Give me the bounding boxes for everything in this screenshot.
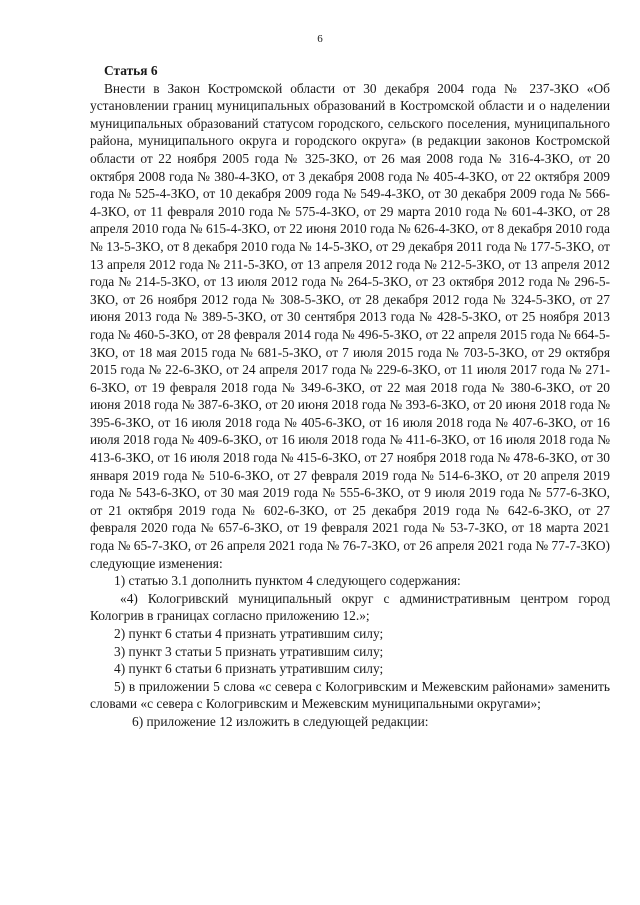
list-item: 1) статью 3.1 дополнить пунктом 4 следующего содержания: xyxy=(114,573,461,589)
intro-paragraph: Внести в Закон Костромской области от 30 декабря 2004 года № 237-ЗКО «Об установлении границ муниципальных образований в Костромской области и о наделении муниципальных образований статусом городского, сельского поселения, муниципального района, муниципального округа и городского округа» (в редакции законов Костромской области от 22 ноября 2005 года № 325-ЗКО, от 26 мая 2008 года № 316-4-ЗКО, от 20 октября 2008 года № 380-4-ЗКО, от 3 декабря 2008 года № 405-4-ЗКО, от 22 октября 2009 года № 525-4-ЗКО, от 10 декабря 2009 года № 549-4-ЗКО, от 30 декабря 2009 года № 566-4-ЗКО, от 11 февраля 2010 года № 575-4-ЗКО, от 29 марта 2010 года № 601-4-ЗКО, от 28 апреля 2010 года № 615-4-ЗКО, от 22 июня 2010 года № 626-4-ЗКО, от 8 декабря 2010 года № 13-5-ЗКО, от 8 декабря 2010 года № 14-5-ЗКО, от 29 декабря 2011 года № 177-5-ЗКО, от 13 апреля 2012 года № 211-5-ЗКО, от 13 апреля 2012 года № 212-5-ЗКО, от 13 апреля 2012 года № 214-5-ЗКО, от 13 июля 2012 года № 264-5-ЗКО, от 23 октября 2012 года № 296-5-ЗКО, от 26 ноября 2012 года № 308-5-ЗКО, от 28 декабря 2012 года № 324-5-ЗКО, от 27 июня 2013 года № 389-5-ЗКО, от 30 сентября 2013 года № 428-5-ЗКО, от 25 ноября 2013 года № 460-5-ЗКО, от 28 февраля 2014 года № 496-5-ЗКО, от 22 апреля 2015 года № 664-5-ЗКО, от 18 мая 2015 года № 681-5-ЗКО, от 7 июля 2015 года № 703-5-ЗКО, от 29 октября 2015 года № 22-6-ЗКО, от 24 апреля 2017 года № 229-6-ЗКО, от 11 июля 2017 года № 271-6-ЗКО, от 19 февраля 2018 года № 349-6-ЗКО, от 22 мая 2018 года № 380-6-ЗКО, от 20 июня 2018 года № 387-6-ЗКО, от 20 июня 2018 года № 393-6-ЗКО, от 20 июня 2018 года № 395-6-ЗКО, от 16 июля 2018 года № 405-6-ЗКО, от 16 июля 2018 года № 407-6-ЗКО, от 16 июля 2018 года № 409-6-ЗКО, от 16 июля 2018 года № 411-6-ЗКО, от 16 июля 2018 года № 413-6-ЗКО, от 16 июля 2018 года № 415-6-ЗКО, от 27 ноября 2018 года № 478-6-ЗКО, от 30 января 2019 года № 510-6-ЗКО, от 27 февраля 2019 года № 514-6-ЗКО, от 20 апреля 2019 года № 543-6-ЗКО, от 30 мая 2019 года № 555-6-ЗКО, от 9 июля 2019 года № 577-6-ЗКО, от 21 октября 2019 года № 602-6-ЗКО, от 25 декабря 2019 года № 642-6-ЗКО, от 27 февраля 2020 года № 657-6-ЗКО, от 19 февраля 2021 года № 53-7-ЗКО, от 18 марта 2021 года № 65-7-ЗКО, от 26 апреля 2021 года № 76-7-ЗКО, от 26 апреля 2021 года № 77-7-ЗКО) следующие изменения: xyxy=(90,80,610,571)
article-heading: Статья 6 xyxy=(104,63,158,78)
list-item: «4) Кологривский муниципальный округ с административным центром город Кологрив в границах согласно приложению 12.»; xyxy=(90,590,610,624)
list-item: 3) пункт 3 статьи 5 признать утратившим силу; xyxy=(114,643,384,659)
list-item: 5) в приложении 5 слова «с севера с Кологривским и Межевским районами» заменить словами «с севера с Кологривским и Межевским муниципальными округами»; xyxy=(90,678,610,712)
page-number: 6 xyxy=(317,33,323,45)
list-item: 6) приложение 12 изложить в следующей редакции: xyxy=(132,713,429,729)
document-body xyxy=(90,62,610,731)
list-item: 4) пункт 6 статьи 6 признать утратившим силу; xyxy=(114,661,384,677)
list-item: 2) пункт 6 статьи 4 признать утратившим силу; xyxy=(114,626,384,641)
